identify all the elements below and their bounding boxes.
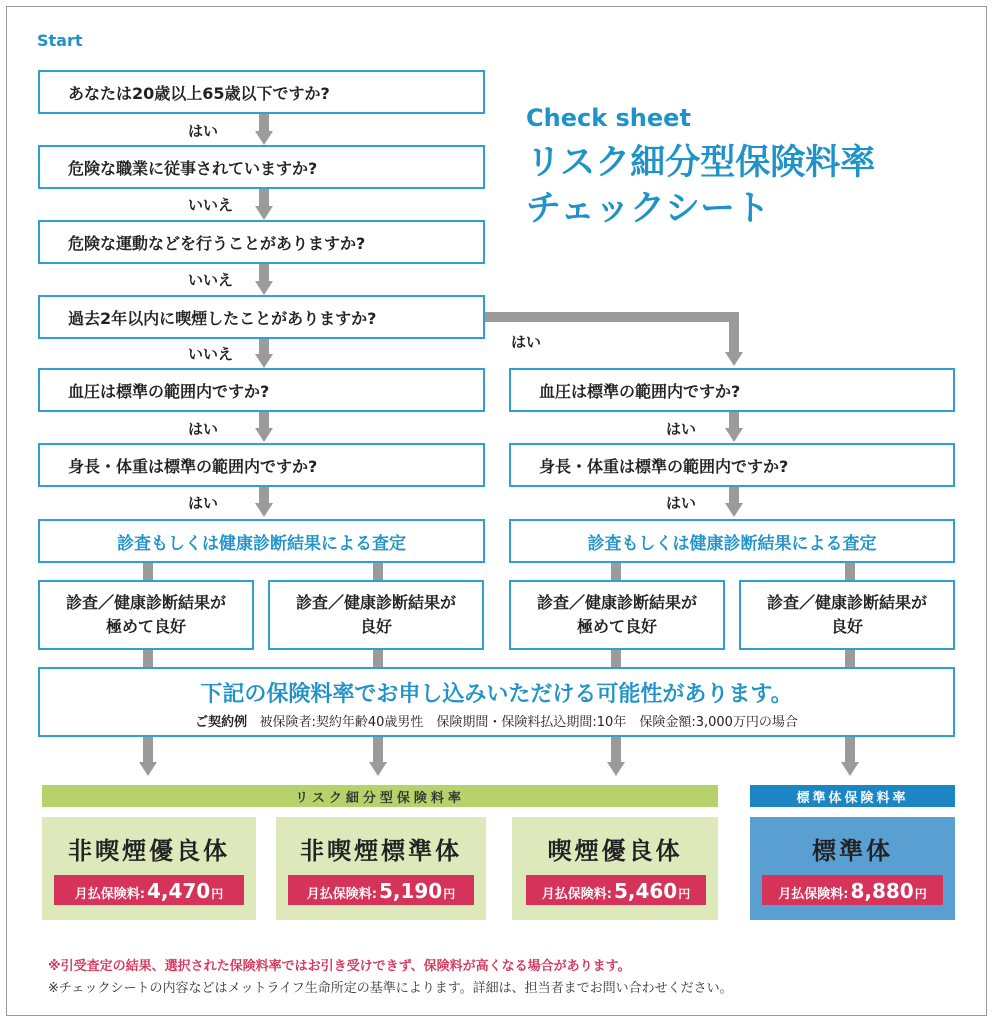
price-unit: 円 <box>211 887 224 901</box>
price-value: 8,880 <box>850 879 914 903</box>
question-body-left: 身長・体重は標準の範囲内ですか? <box>38 443 485 487</box>
price-label: 月払保険料: <box>306 887 377 902</box>
plan-price-badge <box>288 875 474 905</box>
price-unit: 円 <box>914 887 927 901</box>
contract-example-text: 被保険者:契約年齢40歳男性 保険期間・保険料払込期間:10年 保険金額:3,000万円の場合 <box>259 715 798 730</box>
connector <box>611 650 621 667</box>
summary-box <box>38 667 955 737</box>
price-value: 4,470 <box>146 879 211 903</box>
answer-yes: はい <box>188 122 219 140</box>
answer-no: いいえ <box>188 271 234 289</box>
plan-card <box>512 817 718 920</box>
connector <box>373 737 383 763</box>
arrow-down-icon <box>255 503 273 517</box>
plan-name: 非喫煙優良体 <box>68 837 230 865</box>
arrow-down-icon <box>255 281 273 295</box>
arrow-down-icon <box>607 762 625 776</box>
question-smoke: 過去2年以内に喫煙したことがありますか? <box>38 295 485 339</box>
question-bp-left: 血圧は標準の範囲内ですか? <box>38 368 485 412</box>
check-sheet-en: Check sheet <box>526 104 691 132</box>
start-label: Start <box>37 31 83 50</box>
connector <box>143 737 153 763</box>
question-age: あなたは20歳以上65歳以下ですか? <box>38 70 485 114</box>
price-value: 5,190 <box>378 879 443 903</box>
arrow-down-icon <box>841 762 859 776</box>
question-sport: 危険な運動などを行うことがありますか? <box>38 220 485 264</box>
answer-smoke-yes: はい <box>511 333 542 351</box>
assessment-box-right: 診査もしくは健康診断結果による査定 <box>509 519 955 563</box>
check-sheet-title-line2: チェックシート <box>526 189 770 229</box>
branch-connector <box>485 312 739 322</box>
arrow-down-icon <box>255 206 273 220</box>
assessment-box-left: 診査もしくは健康診断結果による査定 <box>38 519 485 563</box>
plan-price-badge <box>54 875 244 905</box>
plan-card-standard <box>750 817 955 920</box>
contract-example <box>40 711 953 730</box>
connector <box>845 737 855 763</box>
price-value: 5,460 <box>613 879 678 903</box>
connector <box>373 563 383 580</box>
result-good-left: 診査／健康診断結果が 良好 <box>268 580 484 650</box>
price-label: 月払保険料: <box>74 887 145 902</box>
answer-no: いいえ <box>188 345 234 363</box>
question-bp-right: 血圧は標準の範囲内ですか? <box>509 368 955 412</box>
answer-yes: はい <box>188 420 219 438</box>
arrow-down-icon <box>725 503 743 517</box>
summary-headline: 下記の保険料率でお申し込みいただける可能性があります。 <box>200 682 793 707</box>
price-label: 月払保険料: <box>778 887 849 902</box>
arrow-down-icon <box>725 352 743 366</box>
price-label: 月払保険料: <box>541 887 612 902</box>
plan-name: 非喫煙標準体 <box>300 837 462 865</box>
standard-rate-category: 標準体保険料率 <box>750 785 955 807</box>
result-excellent-right: 診査／健康診断結果が 極めて良好 <box>509 580 725 650</box>
check-sheet-title-line1: リスク細分型保険料率 <box>526 143 876 183</box>
price-unit: 円 <box>678 887 691 901</box>
arrow-down-icon <box>369 762 387 776</box>
result-good-right: 診査／健康診断結果が 良好 <box>739 580 955 650</box>
connector <box>143 650 153 667</box>
arrow-down-icon <box>725 428 743 442</box>
question-body-right: 身長・体重は標準の範囲内ですか? <box>509 443 955 487</box>
connector <box>611 737 621 763</box>
answer-yes: はい <box>188 494 219 512</box>
check-sheet-title <box>526 140 875 232</box>
connector <box>845 563 855 580</box>
risk-rate-category: リスク細分型保険料率 <box>42 785 718 807</box>
result-excellent-left: 診査／健康診断結果が 極めて良好 <box>38 580 254 650</box>
connector <box>373 650 383 667</box>
arrow-down-icon <box>255 354 273 368</box>
arrow-down-icon <box>255 131 273 145</box>
connector <box>845 650 855 667</box>
note-criteria: ※チェックシートの内容などはメットライフ生命所定の基準によります。詳細は、担当者までお問い合わせください。 <box>48 981 733 996</box>
plan-name: 喫煙優良体 <box>547 837 683 865</box>
answer-yes: はい <box>666 420 697 438</box>
arrow-down-icon <box>255 428 273 442</box>
contract-example-label: ご契約例 <box>195 715 248 730</box>
question-job: 危険な職業に従事されていますか? <box>38 145 485 189</box>
plan-name: 標準体 <box>812 837 893 865</box>
plan-price-badge <box>526 875 706 905</box>
note-underwriting: ※引受査定の結果、選択された保険料率ではお引き受けできず、保険料が高くなる場合があります。 <box>48 959 631 974</box>
arrow-down-icon <box>139 762 157 776</box>
answer-yes: はい <box>666 494 697 512</box>
plan-price-badge <box>762 875 943 905</box>
price-unit: 円 <box>443 887 456 901</box>
plan-card <box>276 817 486 920</box>
plan-card <box>42 817 256 920</box>
connector <box>143 563 153 580</box>
answer-no: いいえ <box>188 196 234 214</box>
connector <box>611 563 621 580</box>
branch-connector <box>729 312 739 354</box>
